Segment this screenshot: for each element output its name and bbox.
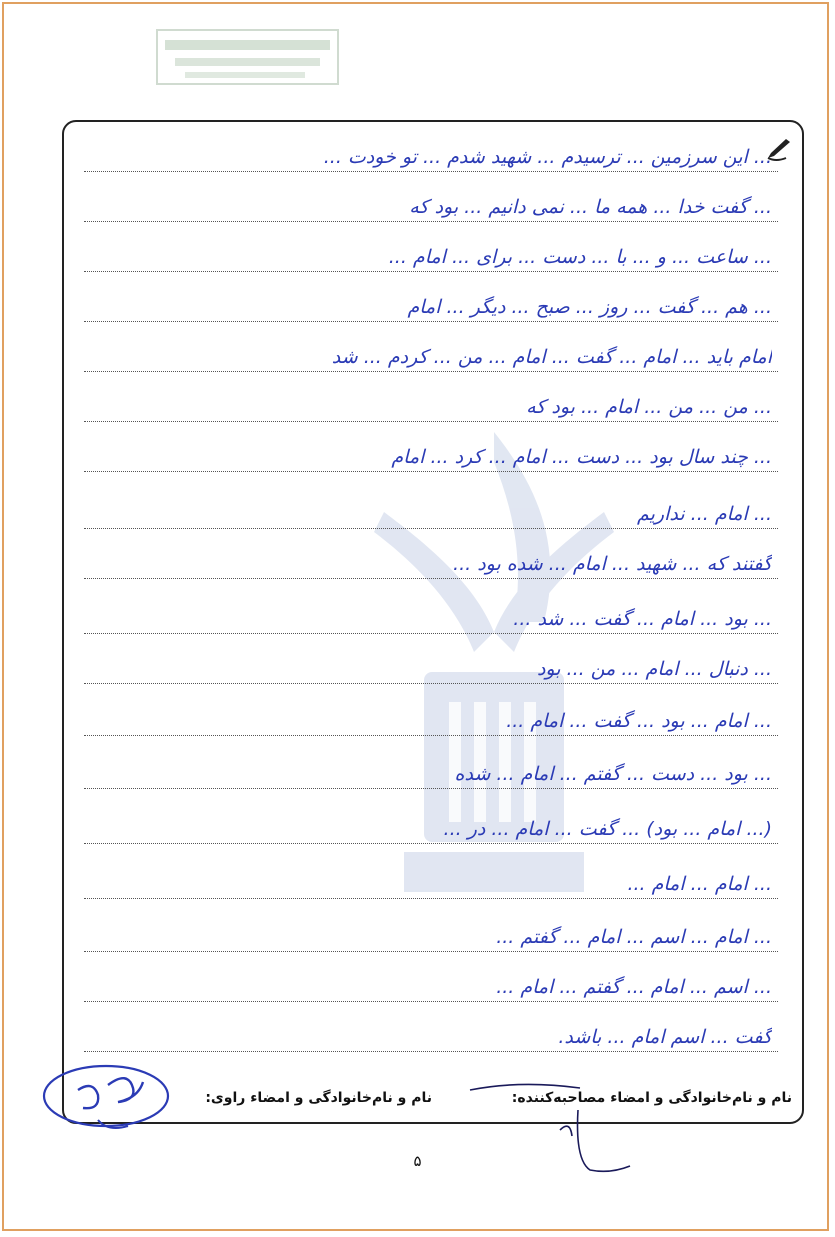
handwritten-line: ... بود ... امام ... گفت ... شد ... bbox=[513, 608, 772, 630]
handwritten-line: ... اسم ... امام ... گفتم ... امام ... bbox=[496, 976, 772, 998]
handwritten-line: (... امام ... بود) ... گفت ... امام ... در ... bbox=[443, 818, 772, 840]
narrator-signature bbox=[38, 1060, 178, 1140]
writing-line bbox=[84, 577, 778, 579]
handwritten-line: ... دنبال ... امام ... من ... بود bbox=[536, 658, 772, 680]
handwritten-line: ... امام ... بود ... گفت ... امام ... bbox=[506, 710, 772, 732]
handwritten-line: ... چند سال بود ... دست ... امام ... کرد ... امام bbox=[391, 446, 772, 468]
writing-line bbox=[84, 170, 778, 172]
page-number: ۵ bbox=[413, 1152, 422, 1170]
handwritten-line: ... امام ... امام ... bbox=[627, 873, 772, 895]
writing-line bbox=[84, 842, 778, 844]
handwritten-line: ... امام ... اسم ... امام ... گفتم ... bbox=[496, 926, 772, 948]
writing-line bbox=[84, 470, 778, 472]
interviewer-signature-label: نام و نام‌خانوادگی و امضاء مصاحبه‌کننده: bbox=[511, 1090, 792, 1106]
handwritten-line: گفت ... اسم امام ... باشد. bbox=[558, 1026, 772, 1048]
handwritten-line: ... این سرزمین ... ترسیدم ... شهید شدم ... تو خودت ... bbox=[323, 146, 772, 168]
writing-line bbox=[84, 527, 778, 529]
writing-line bbox=[84, 632, 778, 634]
writing-line bbox=[84, 682, 778, 684]
handwritten-line: ... ساعت ... و ... با ... دست ... برای ... امام ... bbox=[388, 246, 772, 268]
archive-stamp bbox=[155, 28, 340, 86]
handwritten-line: ... من ... من ... امام ... بود که bbox=[526, 396, 772, 418]
handwritten-line: امام باید ... امام ... گفت ... امام ... من ... کردم ... شد bbox=[331, 346, 772, 368]
writing-line bbox=[84, 1050, 778, 1052]
handwritten-line: ... گفت خدا ... همه ما ... نمی دانیم ... بود که bbox=[409, 196, 772, 218]
writing-line bbox=[84, 950, 778, 952]
writing-line bbox=[84, 220, 778, 222]
handwritten-line: ... امام ... نداریم bbox=[636, 503, 772, 525]
writing-line bbox=[84, 370, 778, 372]
writing-line bbox=[84, 320, 778, 322]
handwritten-line: ... هم ... گفت ... روز ... صبح ... دیگر ... امام bbox=[407, 296, 772, 318]
narrator-signature-label: نام و نام‌خانوادگی و امضاء راوی: bbox=[205, 1090, 432, 1106]
writing-line bbox=[84, 270, 778, 272]
writing-line bbox=[84, 897, 778, 899]
writing-line bbox=[84, 734, 778, 736]
writing-line bbox=[84, 787, 778, 789]
handwritten-line: گفتند که ... شهید ... امام ... شده بود ... bbox=[453, 553, 772, 575]
writing-line bbox=[84, 420, 778, 422]
handwritten-page bbox=[62, 120, 804, 1124]
writing-line bbox=[84, 1000, 778, 1002]
handwritten-line: ... بود ... دست ... گفتم ... امام ... شده bbox=[454, 763, 772, 785]
